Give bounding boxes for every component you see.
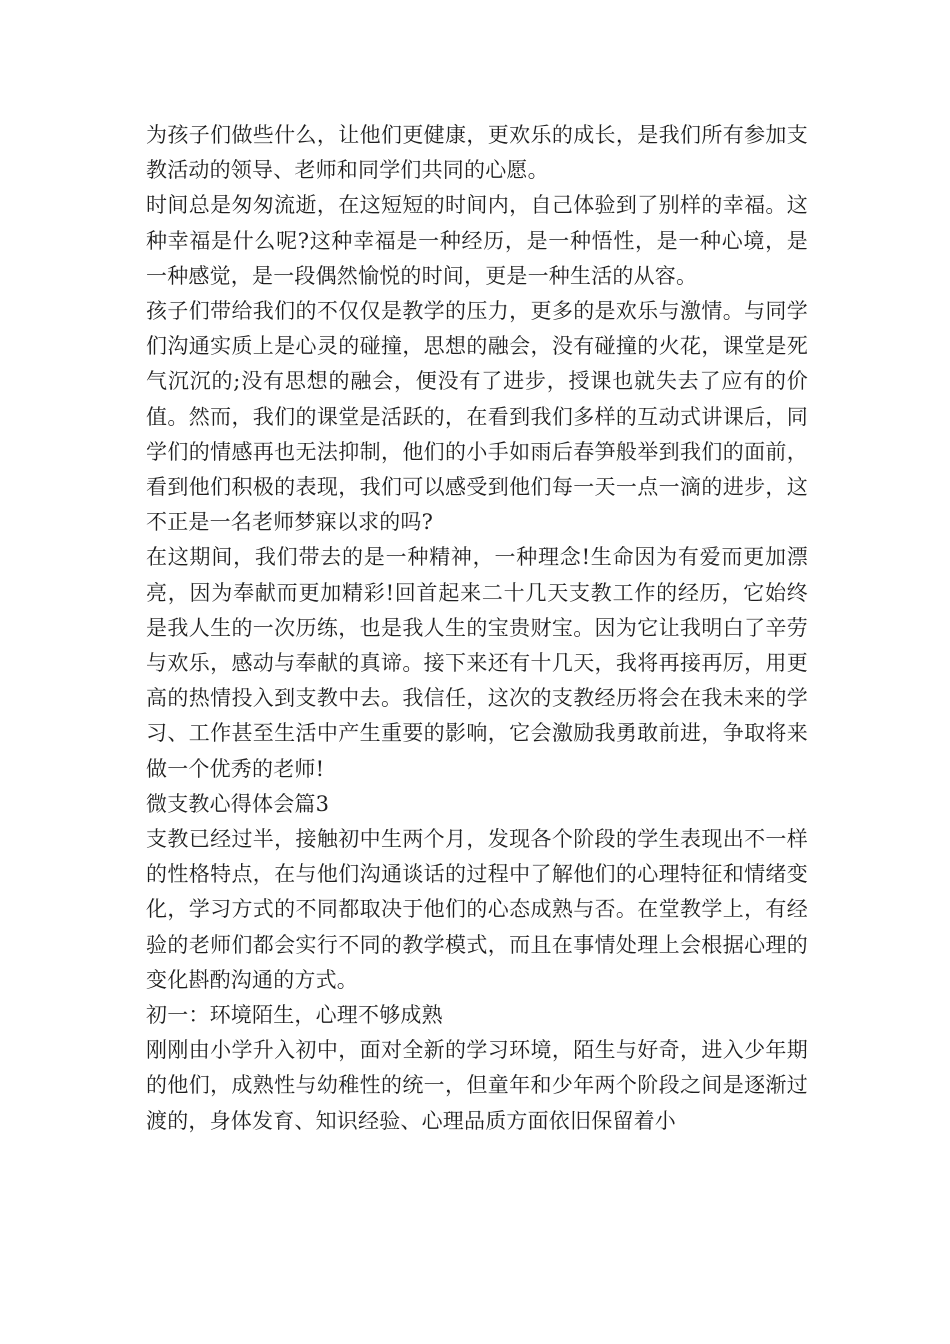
section-heading-3: 微支教心得体会篇3 [146, 791, 330, 816]
paragraph-2: 时间总是匆匆流逝，在这短短的时间内，自己体验到了别样的幸福。这种幸福是什么呢?这种幸福是一种经历，是一种悟性，是一种心境，是一种感觉，是一段偶然愉悦的时间，更是一种生活的从容。 [146, 193, 808, 288]
paragraph-5: 支教已经过半，接触初中生两个月，发现各个阶段的学生表现出不一样的性格特点，在与他们沟通谈话的过程中了解他们的心理特征和情绪变化，学习方式的不同都取决于他们的心态成熟与否。在堂教学上，有经验的老师们都会实行不同的教学模式，而且在事情处理上会根据心理的变化斟酌沟通的方式。 [146, 827, 808, 992]
document-body [146, 118, 808, 1139]
paragraph-3: 孩子们带给我们的不仅仅是教学的压力，更多的是欢乐与激情。与同学们沟通实质上是心灵的碰撞，思想的融会，没有碰撞的火花，课堂是死气沉沉的;没有思想的融会，便没有了进步，授课也就失去了应有的价值。然而，我们的课堂是活跃的，在看到我们多样的互动式讲课后，同学们的情感再也无法抑制，他们的小手如雨后春笋般举到我们的面前，看到他们积极的表现，我们可以感受到他们每一天一点一滴的进步，这不正是一名老师梦寐以求的吗? [146, 299, 808, 535]
subheading-grade-one: 初一：环境陌生，心理不够成熟 [146, 1003, 443, 1028]
paragraph-1: 为孩子们做些什么，让他们更健康，更欢乐的成长，是我们所有参加支教活动的领导、老师和同学们共同的心愿。 [146, 123, 808, 183]
paragraph-6: 刚刚由小学升入初中，面对全新的学习环境，陌生与好奇，进入少年期的他们，成熟性与幼稚性的统一，但童年和少年两个阶段之间是逐渐过渡的，身体发育、知识经验、心理品质方面依旧保留着小 [146, 1038, 808, 1133]
paragraph-4: 在这期间，我们带去的是一种精神，一种理念!生命因为有爱而更加漂亮，因为奉献而更加精彩!回首起来二十几天支教工作的经历，它始终是我人生的一次历练，也是我人生的宝贵财宝。因为它让我明白了辛劳与欢乐，感动与奉献的真谛。接下来还有十几天，我将再接再厉，用更高的热情投入到支教中去。我信任，这次的支教经历将会在我未来的学习、工作甚至生活中产生重要的影响，它会激励我勇敢前进，争取将来做一个优秀的老师! [146, 545, 808, 781]
